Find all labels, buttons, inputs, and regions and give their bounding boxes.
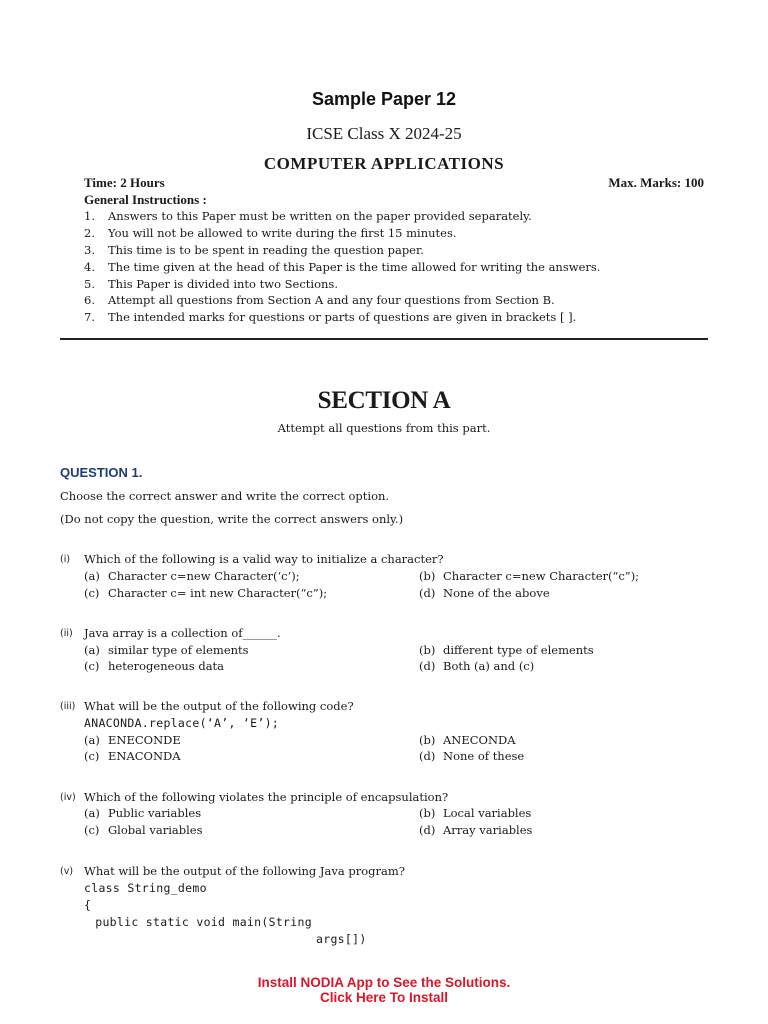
option-label: (b): [419, 569, 436, 583]
install-app-text: Install NODIA App to See the Solutions.: [257, 975, 511, 990]
option-text: Character c=new Character(“c”);: [443, 569, 640, 583]
install-link[interactable]: Click Here To Install: [319, 990, 449, 1005]
paper-subject: COMPUTER APPLICATIONS: [263, 154, 505, 173]
instructions-heading: General Instructions :: [84, 192, 207, 207]
code-snippet: ANACONDA.replace(‘A’, ‘E’);: [84, 716, 280, 730]
instruction-item: [84, 226, 457, 240]
instruction-number: 7.: [84, 310, 95, 324]
option: [84, 643, 249, 657]
option-text: Global variables: [108, 823, 203, 837]
part-number: (iii): [60, 701, 76, 712]
option-text: Character c=new Character(‘c’);: [108, 569, 300, 583]
option: [419, 749, 524, 763]
option-label: (c): [84, 586, 100, 600]
instruction-number: 1.: [84, 209, 95, 223]
option-label: (b): [419, 806, 436, 820]
code-line: class String_demo: [84, 881, 207, 895]
part-number: (i): [60, 554, 71, 565]
option-text: Character c= int new Character(“c”);: [108, 586, 328, 600]
option-text: similar type of elements: [108, 643, 249, 657]
part-question: What will be the output of the following Java program?: [84, 864, 405, 878]
question-instruction: Choose the correct answer and write the correct option.: [60, 489, 390, 503]
option-label: (b): [419, 643, 436, 657]
max-marks-label: Max. Marks: 100: [608, 175, 704, 190]
option: [419, 733, 516, 747]
part-question: Which of the following is a valid way to initialize a character?: [84, 552, 444, 566]
instruction-text: The time given at the head of this Paper is the time allowed for writing the answers.: [108, 260, 601, 274]
instruction-item: [84, 277, 338, 291]
option-text: different type of elements: [443, 643, 594, 657]
instruction-text: Answers to this Paper must be written on the paper provided separately.: [108, 209, 532, 223]
option-label: (d): [419, 749, 436, 763]
instruction-text: Attempt all questions from Section A and any four questions from Section B.: [108, 293, 555, 307]
instruction-text: This time is to be spent in reading the question paper.: [108, 243, 424, 257]
instruction-item: [84, 310, 576, 324]
code-line: {: [84, 898, 92, 912]
part-number: (iv): [60, 792, 76, 803]
option-label: (a): [84, 569, 100, 583]
option-label: (c): [84, 823, 100, 837]
question-instruction-note: (Do not copy the question, write the correct answers only.): [60, 512, 404, 526]
option-label: (b): [419, 733, 436, 747]
option-label: (d): [419, 586, 436, 600]
instruction-number: 5.: [84, 277, 95, 291]
option: [419, 659, 534, 673]
question-heading: QUESTION 1.: [60, 465, 143, 480]
option-text: None of these: [443, 749, 525, 763]
option-text: None of the above: [443, 586, 550, 600]
instruction-text: The intended marks for questions or parts of questions are given in brackets [ ].: [108, 310, 577, 324]
option-label: (a): [84, 733, 100, 747]
header-divider: [60, 338, 708, 340]
instruction-item: [84, 293, 555, 307]
instruction-text: This Paper is divided into two Sections.: [108, 277, 338, 291]
part-number: (ii): [60, 628, 73, 639]
option-label: (d): [419, 823, 436, 837]
option-text: Both (a) and (c): [443, 659, 535, 673]
instruction-text: You will not be allowed to write during the first 15 minutes.: [108, 226, 457, 240]
option: [419, 586, 550, 600]
paper-title: Sample Paper 12: [311, 89, 457, 109]
paper-subtitle: ICSE Class X 2024-25: [306, 124, 462, 143]
option-label: (a): [84, 643, 100, 657]
option: [84, 569, 300, 583]
code-line: args[]): [316, 932, 367, 946]
part-question: Which of the following violates the principle of encapsulation?: [84, 790, 449, 804]
option-text: Public variables: [108, 806, 202, 820]
option-text: ANECONDA: [443, 733, 516, 747]
part-number: (v): [60, 866, 74, 877]
instruction-number: 3.: [84, 243, 95, 257]
option-text: Array variables: [443, 823, 533, 837]
instruction-number: 4.: [84, 260, 95, 274]
instruction-item: [84, 243, 424, 257]
option: [84, 749, 181, 763]
part-question: Java array is a collection of______.: [84, 626, 281, 640]
option-text: ENECONDE: [108, 733, 181, 747]
option: [84, 806, 201, 820]
instruction-item: [84, 260, 600, 274]
option-label: (d): [419, 659, 436, 673]
section-instruction: Attempt all questions from this part.: [277, 421, 491, 435]
instruction-number: 6.: [84, 293, 95, 307]
option: [84, 586, 327, 600]
option-text: ENACONDA: [108, 749, 181, 763]
option: [419, 643, 594, 657]
instruction-item: [84, 209, 532, 223]
option: [84, 823, 202, 837]
option-text: Local variables: [443, 806, 532, 820]
option-label: (c): [84, 659, 100, 673]
option: [419, 806, 531, 820]
option-label: (c): [84, 749, 100, 763]
instruction-number: 2.: [84, 226, 95, 240]
option: [84, 659, 224, 673]
section-heading: SECTION A: [317, 387, 451, 414]
option-label: (a): [84, 806, 100, 820]
option: [84, 733, 181, 747]
code-line: public static void main(String: [88, 915, 312, 929]
footer-promo: [0, 975, 768, 1005]
part-question: What will be the output of the following code?: [84, 699, 354, 713]
option: [419, 823, 532, 837]
option-text: heterogeneous data: [108, 659, 225, 673]
time-label: Time: 2 Hours: [84, 175, 165, 190]
option: [419, 569, 639, 583]
